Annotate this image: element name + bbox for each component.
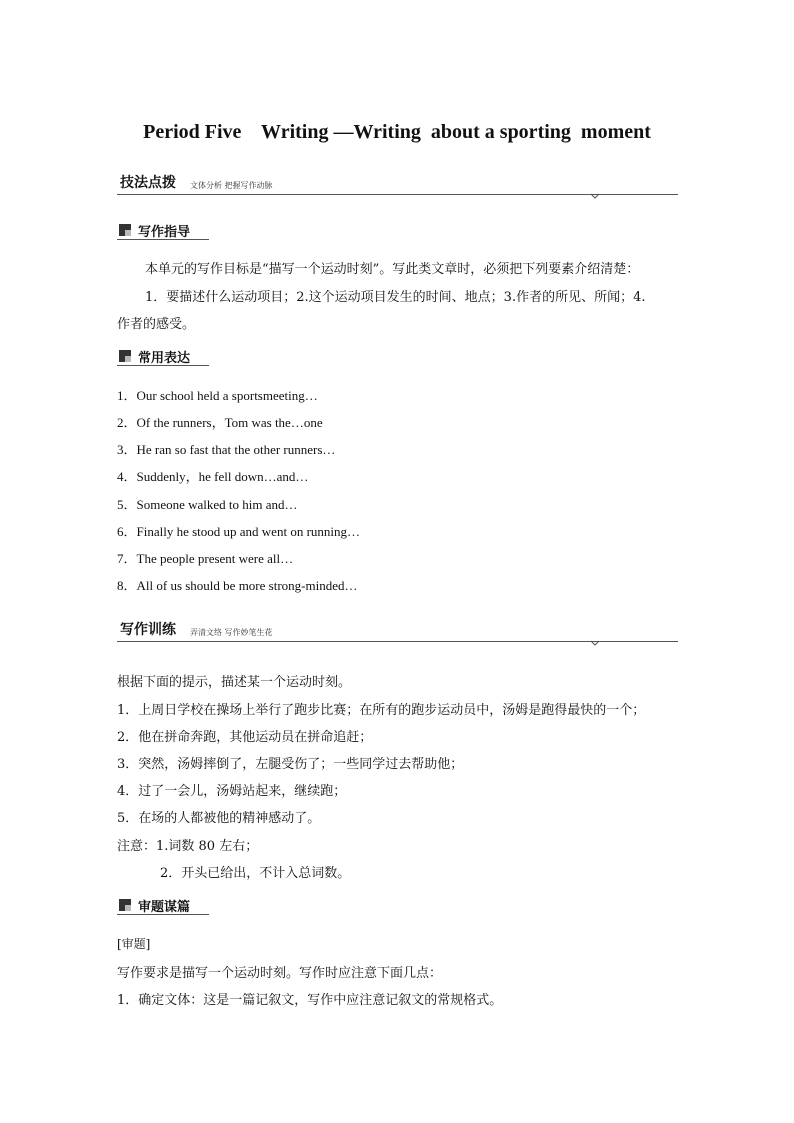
expression-item: 8．All of us should be more strong-minded… [117, 578, 358, 593]
analysis-text: 写作要求是描写一个运动时刻。写作时应注意下面几点： [117, 966, 443, 981]
square-bullet-icon [119, 350, 131, 362]
subsection-label: 写作指导 [138, 225, 191, 240]
task-note-cont: 2．开头已给出，不计入总词数。 [160, 866, 351, 881]
expression-item: 5．Someone walked to him and… [117, 497, 298, 512]
task-item: 4．过了一会儿，汤姆站起来，继续跑； [117, 784, 347, 799]
task-item: 1．上周日学校在操场上举行了跑步比赛；在所有的跑步运动员中，汤姆是跑得最快的一个； [117, 703, 646, 718]
expression-item: 2．Of the runners，Tom was the…one [117, 415, 323, 430]
guide-intro: 本单元的写作目标是“描写一个运动时刻”。写此类文章时，必须把下列要素介绍清楚： [145, 262, 640, 277]
expression-item: 1．Our school held a sportsmeeting… [117, 388, 318, 403]
page-title: Period Five Writing —Writing about a sporting moment [143, 121, 651, 143]
subsection-header-guide [117, 220, 209, 240]
task-note: 注意：1.词数 80 左右； [117, 839, 259, 854]
section-subtitle: 文体分析 把握写作动脉 [190, 181, 273, 190]
task-item: 2．他在拼命奔跑，其他运动员在拼命追赶； [117, 730, 373, 745]
section-header-technique [117, 173, 678, 195]
task-item: 5．在场的人都被他的精神感动了。 [117, 811, 321, 826]
task-intro: 根据下面的提示，描述某一个运动时刻。 [117, 675, 352, 690]
analysis-tag: [审题] [117, 937, 151, 951]
task-item: 3．突然，汤姆摔倒了，左腿受伤了；一些同学过去帮助他； [117, 757, 464, 772]
guide-points-cont: 作者的感受。 [117, 317, 196, 332]
expression-item: 7．The people present were all… [117, 551, 294, 566]
subsection-label: 审题谋篇 [138, 900, 191, 915]
subsection-header-analysis [117, 895, 209, 915]
guide-points: 1．要描述什么运动项目；2.这个运动项目发生的时间、地点；3.作者的所见、所闻；4. [145, 290, 646, 305]
rule-notch-icon [591, 193, 599, 199]
subsection-header-expressions [117, 346, 209, 366]
expression-item: 6．Finally he stood up and went on running… [117, 524, 361, 539]
square-bullet-icon [119, 224, 131, 236]
rule-notch-icon [591, 640, 599, 646]
subsection-underline [117, 239, 209, 240]
section-header-training [117, 620, 678, 642]
subsection-underline [117, 365, 209, 366]
subsection-underline [117, 914, 209, 915]
section-title: 技法点拨 [120, 175, 176, 191]
expression-item: 3．He ran so fast that the other runners… [117, 442, 336, 457]
expression-item: 4．Suddenly，he fell down…and… [117, 469, 309, 484]
analysis-text: 1．确定文体：这是一篇记叙文，写作中应注意记叙文的常规格式。 [117, 993, 503, 1008]
square-bullet-icon [119, 899, 131, 911]
section-title: 写作训练 [120, 622, 176, 638]
subsection-label: 常用表达 [138, 351, 191, 366]
section-subtitle: 弄清文络 写作妙笔生花 [190, 628, 273, 637]
